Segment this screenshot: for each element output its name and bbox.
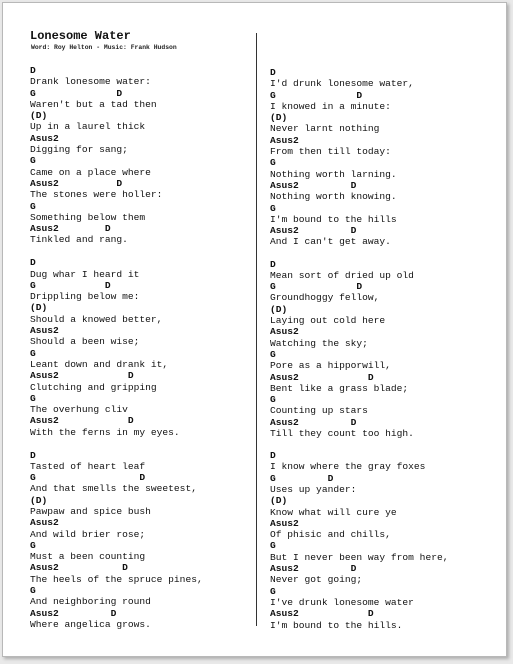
chord-line: G D <box>270 89 363 101</box>
lyric-line: Leant down and drank it, <box>30 358 169 370</box>
lyric-line: Something below them <box>30 211 146 223</box>
lyric-line: I knowed in a minute: <box>270 100 391 112</box>
lyric-line: Nothing worth knowing. <box>270 191 397 203</box>
chord-line: (D) <box>30 494 48 506</box>
chord-line: Asus2 <box>270 517 299 529</box>
chord-line: (D) <box>270 303 288 315</box>
lyric-line: The heels of the spruce pines, <box>30 573 203 585</box>
chord-line: G <box>270 348 276 360</box>
left-column <box>30 65 252 642</box>
lyric-line: Clutching and gripping <box>30 381 157 393</box>
chord-line: Asus2 <box>30 517 59 529</box>
chord-line: Asus2 <box>270 326 299 338</box>
chord-line: Asus2 D <box>270 563 357 575</box>
lyric-line: Uses up yander: <box>270 483 357 495</box>
chord-line: Asus2 D <box>30 370 134 382</box>
verse <box>30 65 252 246</box>
chord-line: (D) <box>270 495 288 507</box>
lyric-line: Mean sort of dried up old <box>270 269 414 281</box>
lyric-line: Came on a place where <box>30 166 151 178</box>
chord-line: D <box>270 258 276 270</box>
chord-line: G <box>30 539 36 551</box>
chord-line: G D <box>30 472 146 484</box>
chord-line: G <box>30 392 36 404</box>
chord-line: D <box>270 450 276 462</box>
chord-line: (D) <box>30 302 48 314</box>
lyric-line: Must a been counting <box>30 551 146 563</box>
chord-line: Asus2 D <box>30 177 123 189</box>
chord-line: Asus2 D <box>270 416 357 428</box>
lyric-line: I'm bound to the hills. <box>270 619 403 631</box>
lyric-line: Counting up stars <box>270 405 368 417</box>
lyric-line: Drippling below me: <box>30 291 140 303</box>
verse <box>270 450 492 631</box>
lyric-line: Where angelica grows. <box>30 618 151 630</box>
lyric-line: Digging for sang; <box>30 144 128 156</box>
lyric-line: From then till today: <box>270 146 391 158</box>
chord-line: Asus2 <box>30 325 59 337</box>
lyric-line: And neighboring round <box>30 596 151 608</box>
lyric-line: I've drunk lonesome water <box>270 596 414 608</box>
chord-line: G D <box>30 279 111 291</box>
chord-line: Asus2 D <box>30 562 128 574</box>
song-sheet-page <box>2 2 507 657</box>
right-column <box>270 67 492 642</box>
lyric-line: I'd drunk lonesome water, <box>270 78 414 90</box>
lyric-line: And that smells the sweetest, <box>30 483 197 495</box>
chord-line: G <box>30 347 36 359</box>
chord-line: (D) <box>270 112 288 124</box>
lyric-line: But I never been way from here, <box>270 551 449 563</box>
lyric-line: And I can't get away. <box>270 236 391 248</box>
lyric-line: Groundhoggy fellow, <box>270 292 380 304</box>
lyric-line: Never got going; <box>270 574 363 586</box>
chord-line: D <box>30 65 36 76</box>
chord-line: D <box>30 257 36 269</box>
song-credits: Word: Roy Helton - Music: Frank Hudson <box>31 44 177 51</box>
lyric-line: Up in a laurel thick <box>30 121 146 133</box>
chord-line: Asus2 D <box>270 371 374 383</box>
chord-line: D <box>270 67 276 78</box>
lyric-line: Waren't but a tad then <box>30 98 157 110</box>
chord-line: G <box>270 202 276 214</box>
chord-line: Asus2 D <box>30 607 117 619</box>
verse <box>30 257 252 438</box>
chord-line: Asus2 D <box>270 608 374 620</box>
lyric-line: I'm bound to the hills <box>270 213 397 225</box>
lyric-line: Drank lonesome water: <box>30 76 151 88</box>
column-divider <box>256 33 257 626</box>
lyric-line: Nothing worth larning. <box>270 168 397 180</box>
lyric-line: Bent like a grass blade; <box>270 382 409 394</box>
verse <box>30 450 252 631</box>
lyric-line: Should a been wise; <box>30 336 140 348</box>
lyric-line: Laying out cold here <box>270 315 386 327</box>
chord-line: Asus2 D <box>30 415 134 427</box>
lyric-line: With the ferns in my eyes. <box>30 426 180 438</box>
chord-line: G D <box>30 87 123 99</box>
verse <box>270 259 492 440</box>
lyric-line: Know what will cure ye <box>270 506 397 518</box>
lyric-line: The overhung cliv <box>30 404 128 416</box>
chord-line: Asus2 D <box>270 179 357 191</box>
lyric-line: Pawpaw and spice bush <box>30 505 151 517</box>
chord-line: G D <box>270 472 334 484</box>
verse <box>270 67 492 248</box>
lyric-line: Should a knowed better, <box>30 313 163 325</box>
song-title: Lonesome Water <box>30 29 131 43</box>
chord-line: G <box>270 585 276 597</box>
chord-line: (D) <box>30 110 48 122</box>
chord-line: G <box>30 585 36 597</box>
lyric-line: Till they count too high. <box>270 428 414 439</box>
lyric-line: Tasted of heart leaf <box>30 460 146 472</box>
chord-line: Asus2 <box>30 132 59 144</box>
chord-line: D <box>30 449 36 461</box>
lyric-line: Watching the sky; <box>270 337 368 349</box>
lyric-line: Dug whar I heard it <box>30 268 140 280</box>
chord-line: Asus2 D <box>270 225 357 237</box>
chord-line: G <box>270 540 276 552</box>
chord-line: G <box>270 394 276 406</box>
chord-line: Asus2 <box>270 134 299 146</box>
lyric-line: Of phisic and chills, <box>270 529 391 541</box>
chord-line: Asus2 D <box>30 223 111 235</box>
lyric-line: Tinkled and rang. <box>30 234 128 246</box>
chord-line: G <box>270 157 276 169</box>
lyric-line: Never larnt nothing <box>270 123 380 135</box>
lyric-line: The stones were holler: <box>30 189 163 201</box>
chord-line: G D <box>270 281 363 293</box>
chord-line: G <box>30 200 36 212</box>
lyric-line: I know where the gray foxes <box>270 461 426 473</box>
lyric-line: And wild brier rose; <box>30 528 146 540</box>
lyric-line: Pore as a hipporwill, <box>270 360 391 372</box>
chord-line: G <box>30 155 36 167</box>
